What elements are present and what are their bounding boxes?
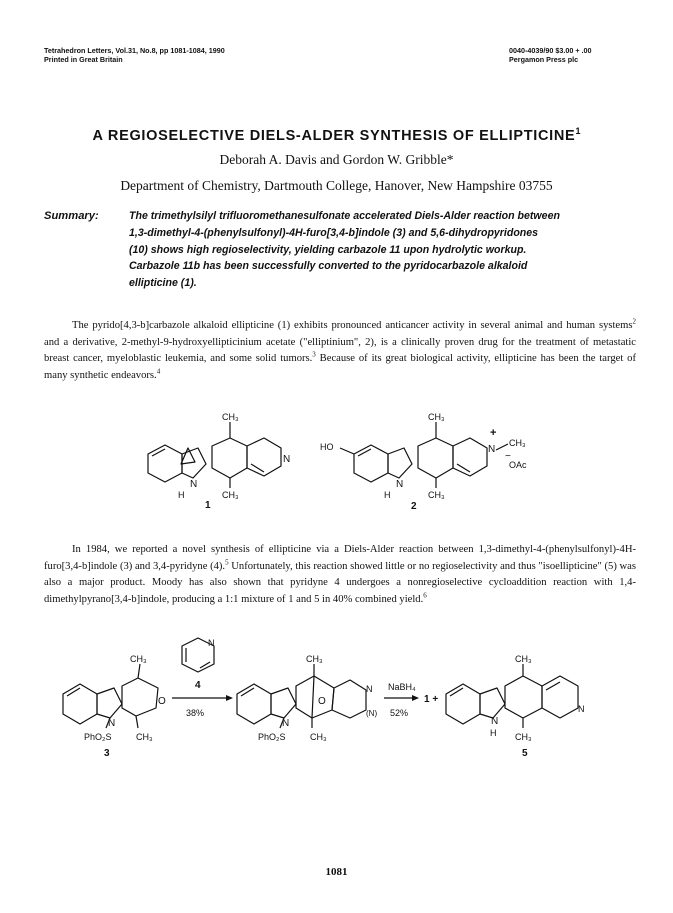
paper-title — [0, 126, 673, 144]
summary — [44, 208, 644, 292]
n-c: N — [282, 718, 290, 729]
h-e: H — [490, 728, 497, 738]
ellipticine-structure — [148, 412, 290, 511]
p1-text: The pyrido[4,3-b]carbazole alkaloid ellipticine (1) exhibits pronounced anticancer activity in several animal and human systems — [72, 320, 633, 331]
cycloadduct — [237, 654, 377, 742]
journal-citation — [44, 46, 225, 64]
summary-label: Summary: — [44, 210, 99, 222]
n-ring-e: N — [578, 704, 585, 714]
ch3-b: CH₃ — [136, 732, 153, 742]
label-2: 2 — [411, 501, 417, 512]
pyridyne-4 — [182, 638, 215, 691]
summary-line: Carbazole 11b has been successfully converted to the pyridocarbazole alkaloid — [129, 260, 528, 273]
code-line: 0040-4039/90 $3.00 + .00 — [509, 46, 592, 55]
h-2: H — [384, 490, 391, 500]
label-1: 1 — [205, 500, 211, 511]
ref-4: 4 — [156, 367, 161, 376]
title-text: A REGIOSELECTIVE DIELS-ALDER SYNTHESIS OF ELLIPTICINE — [92, 127, 576, 144]
pyridyne-n: N — [208, 638, 215, 648]
ref-6: 6 — [423, 591, 427, 600]
ch3-d: CH₃ — [310, 732, 327, 742]
p1-text: and a derivative, 2-methyl-9-hydroxyellipticinium acetate ("elliptinium", 2), is a clinically proven drug for the treatment of metastatic breast cancer, myeloblastic leukemia, and some solid tumors. — [44, 336, 636, 365]
publisher-line: Pergamon Press plc — [509, 55, 579, 64]
ch3-c: CH₃ — [306, 654, 323, 664]
p2-text: Unfortunately, this reaction showed little or no regioselectivity and thus "isoellipticine" (5) was also a major product. Moody has also shown that pyridyne 4 undergoes a nonregioselective cycloaddition reaction with 1,4-dimethylpyrano[3,4-b]indole, producing a 1:1 mixture of 1 and 5 in 40% combined yield. — [44, 560, 637, 606]
furoindole-3 — [63, 654, 166, 759]
plus-one: 1 + — [424, 694, 439, 705]
oac-2: OAc — [509, 460, 527, 470]
affiliation: Department of Chemistry, Dartmouth College, Hanover, New Hampshire 03755 — [120, 178, 553, 193]
ref-3: 3 — [312, 350, 316, 359]
reaction-scheme — [0, 632, 673, 782]
summary-text — [129, 208, 644, 292]
arrow-2 — [384, 682, 438, 718]
nch3-2: CH₃ — [509, 438, 526, 448]
summary-line: The trimethylsilyl trifluoromethanesulfonate accelerated Diels-Alder reaction between — [129, 210, 560, 222]
title-note: 1 — [575, 126, 581, 136]
ho-2: HO — [320, 442, 334, 452]
n-ring-1: N — [283, 454, 291, 465]
label-3: 3 — [104, 748, 110, 759]
h-1: H — [178, 490, 185, 500]
n-indole-2: N — [396, 479, 404, 490]
n-indole-1: N — [190, 479, 198, 490]
o-a: O — [158, 696, 166, 707]
nabh4: NaBH₄ — [388, 682, 416, 692]
summary-line: 1,3-dimethyl-4-(phenylsulfonyl)-4H-furo[3,4-b]indole (3) and 5,6-dihydropyridones — [129, 226, 539, 239]
authors: Deborah A. Davis and Gordon W. Gribble* — [219, 152, 454, 167]
ref-5: 5 — [225, 558, 229, 567]
summary-line: ellipticine (1). — [129, 277, 197, 290]
ref-2: 2 — [632, 317, 636, 326]
ch3-a: CH₃ — [130, 654, 147, 664]
journal-line: Tetrahedron Letters, Vol.31, No.8, pp 1081-1084, 1990 — [44, 46, 225, 55]
yield-2: 52% — [390, 708, 409, 718]
ch3-e: CH₃ — [515, 654, 532, 664]
ch3-bottom-1: CH₃ — [222, 490, 239, 500]
arrow-1 — [172, 695, 233, 718]
label-5: 5 — [522, 748, 528, 759]
n-e: N — [491, 716, 499, 727]
ch3-top-2: CH₃ — [428, 412, 445, 422]
summary-line: (10) shows high regioselectivity, yielding carbazole 11 upon hydrolytic workup. — [129, 243, 527, 256]
o-c: O — [318, 696, 326, 707]
paragraph-1 — [44, 318, 636, 385]
paragraph-2 — [44, 542, 636, 609]
n-plus-2: + — [490, 427, 497, 439]
ch3-bottom-2: CH₃ — [428, 490, 445, 500]
n-quaternary-2: N — [488, 444, 496, 455]
isoellipticine-5 — [446, 654, 585, 759]
n-paren: (N) — [366, 709, 378, 718]
yield-1: 38% — [186, 708, 205, 718]
p1-text: Because of its great biological activity, ellipticine has been the target of many synthetic endeavors. — [44, 353, 636, 382]
ch3-f: CH₃ — [515, 732, 532, 742]
printed-line: Printed in Great Britain — [44, 55, 123, 64]
phso2-a: PhO₂S — [84, 732, 112, 742]
n-a: N — [108, 718, 116, 729]
phso2-c: PhO₂S — [258, 732, 286, 742]
ch3-top-1: CH₃ — [222, 412, 239, 422]
label-4: 4 — [195, 680, 201, 691]
elliptinium-structure — [320, 412, 527, 512]
n-ring-c: N — [366, 684, 373, 694]
journal-code — [509, 46, 592, 64]
structures-1-2 — [0, 408, 673, 523]
page-number: 1081 — [325, 866, 348, 878]
p2-text: In 1984, we reported a novel synthesis of ellipticine via a Diels-Alder reaction between 1,3-dimethyl-4-(phenylsulfonyl)-4H-furo[3,4-b]indole (3) and 3,4-pyridyne (4). — [44, 544, 636, 572]
minus-2: − — [505, 451, 511, 462]
